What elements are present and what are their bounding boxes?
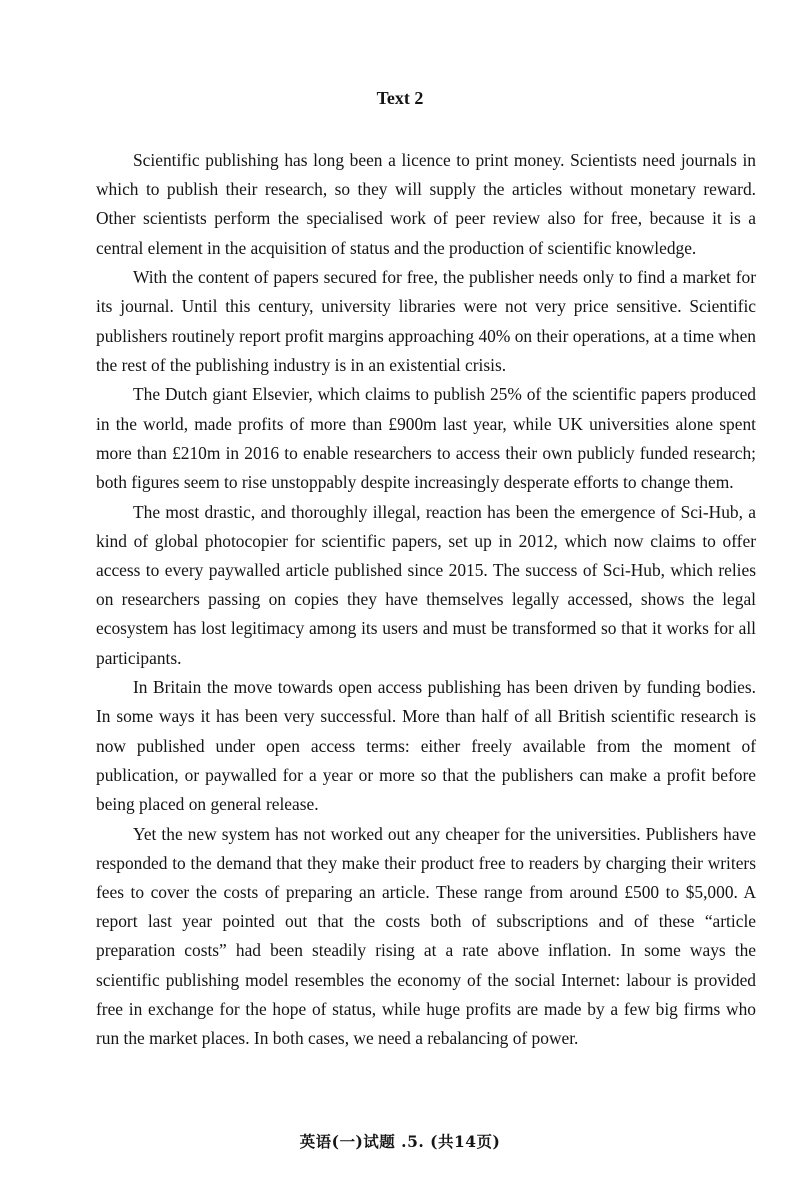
paragraph-1: Scientific publishing has long been a licence to print money. Scientists need journals in which to publish their research, so they will supply the articles without monetary reward. Other scientists perform the specialised work of peer review also for free, because it is a central element in the acquisition of status and the production of scientific knowledge. xyxy=(96,150,756,258)
paragraph-2: With the content of papers secured for free, the publisher needs only to find a market for its journal. Until this century, university libraries were not very price sensitive. Scientific publishers routinely report profit margins approaching 40% on their operations, at a time when the rest of the publishing industry is in an existential crisis. xyxy=(96,267,756,375)
text-title: Text 2 xyxy=(376,88,424,108)
page-footer: 英语(一)试题 .5. (共14页) xyxy=(299,1132,501,1151)
paragraph-3: The Dutch giant Elsevier, which claims to publish 25% of the scientific papers produced in the world, made profits of more than £900m last year, while UK universities alone spent more than £210m in 2016 to enable researchers to access their own publicly funded research; both figures seem to rise unstoppably despite increasingly desperate efforts to change them. xyxy=(96,384,756,493)
paragraph-4: The most drastic, and thoroughly illegal, reaction has been the emergence of Sci-Hub, a kind of global photocopier for scientific papers, set up in 2012, which now claims to offer access to every paywalled article published since 2015. The success of Sci-Hub, which relies on researchers passing on copies they have themselves legally accessed, shows the legal ecosystem has lost legitimacy among its users and must be transformed so that it works for all participants. xyxy=(96,501,756,668)
paragraph-5: In Britain the move towards open access publishing has been driven by funding bodies. In some ways it has been very successful. More than half of all British scientific research is now published under open access terms: either freely available from the moment of publication, or paywalled for a year or more so that the publishers can make a profit before being placed on general release. xyxy=(96,677,756,815)
paragraph-6: Yet the new system has not worked out any cheaper for the universities. Publishers have responded to the demand that they make their product free to readers by charging their writers fees to cover the costs of preparing an article. These range from around £500 to $5,000. A report last year pointed out that the costs both of subscriptions and of these “article preparation costs” had been steadily rising at a rate above inflation. In some ways the scientific publishing model resembles the economy of the social Internet: labour is provided free in exchange for the hope of status, while huge profits are made by a few big firms who run the market places. In both cases, we need a rebalancing of power. xyxy=(96,823,756,1049)
passage-body xyxy=(96,146,756,1054)
